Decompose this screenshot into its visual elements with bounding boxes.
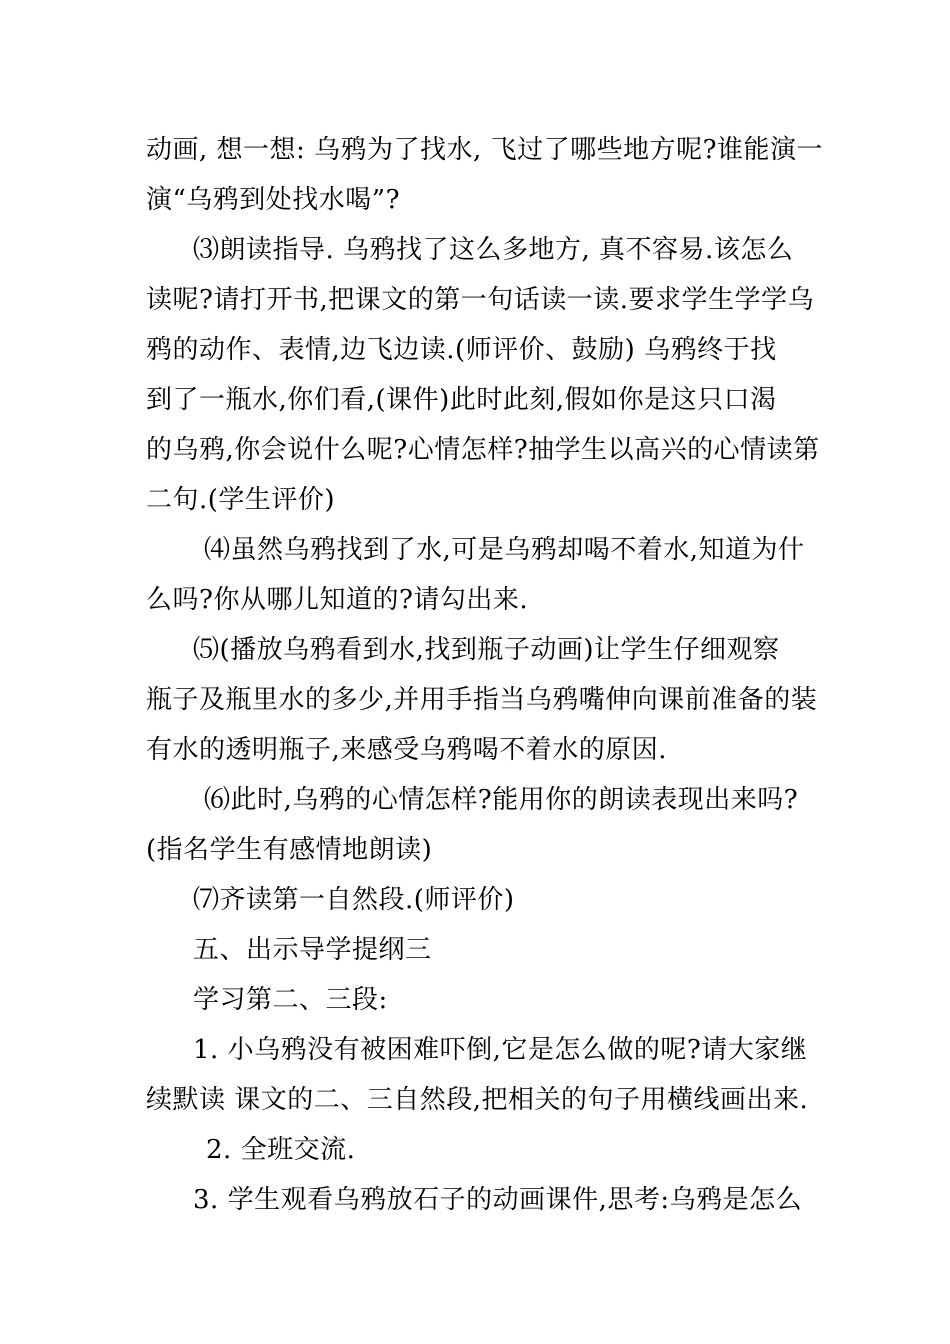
text-line-9: ⑷虽然乌鸦找到了水,可是乌鸦却喝不着水,知道为什 — [204, 535, 805, 565]
text-line-11: ⑸(播放乌鸦看到水,找到瓶子动画)让学生仔细观察 — [193, 635, 780, 665]
text-line-2: 演“乌鸦到处找水喝”? — [146, 185, 401, 215]
text-line-18: 学习第二、三段: — [193, 985, 388, 1015]
text-line-10: 么吗?你从哪儿知道的?请勾出来. — [146, 585, 529, 615]
text-line-13: 有水的透明瓶子,来感受乌鸦喝不着水的原因. — [146, 735, 668, 765]
text-line-1: 动画, 想一想: 乌鸦为了找水, 飞过了哪些地方呢?谁能演一 — [146, 135, 824, 165]
text-line-22: 3. 学生观看乌鸦放石子的动画课件,思考:乌鸦是怎么 — [193, 1185, 803, 1215]
text-line-16: ⑺齐读第一自然段.(师评价) — [193, 885, 515, 915]
text-line-5: 鸦的动作、表情,边飞边读.(师评价、鼓励) 乌鸦终于找 — [146, 335, 777, 365]
text-line-14: ⑹此时,乌鸦的心情怎样?能用你的朗读表现出来吗? — [204, 785, 799, 815]
text-line-4: 读呢?请打开书,把课文的第一句话读一读.要求学生学学乌 — [146, 285, 814, 315]
text-line-15: (指名学生有感情地朗读) — [146, 835, 433, 865]
text-line-8: 二句.(学生评价) — [146, 485, 336, 515]
text-line-6: 到了一瓶水,你们看,(课件)此时此刻,假如你是这只口渴 — [146, 385, 777, 415]
section-heading: 五、出示导学提纲三 — [193, 935, 432, 965]
text-line-7: 的乌鸦,你会说什么呢?心情怎样?抽学生以高兴的心情读第 — [146, 435, 820, 465]
text-line-3: ⑶朗读指导. 乌鸦找了这么多地方, 真不容易.该怎么 — [193, 235, 794, 265]
text-line-19: 1. 小乌鸦没有被困难吓倒,它是怎么做的呢?请大家继 — [193, 1035, 808, 1065]
text-line-20: 续默读 课文的二、三自然段,把相关的句子用横线画出来. — [146, 1085, 809, 1115]
text-line-12: 瓶子及瓶里水的多少,并用手指当乌鸦嘴伸向课前准备的装 — [146, 685, 818, 715]
text-line-21: 2. 全班交流. — [206, 1135, 356, 1165]
